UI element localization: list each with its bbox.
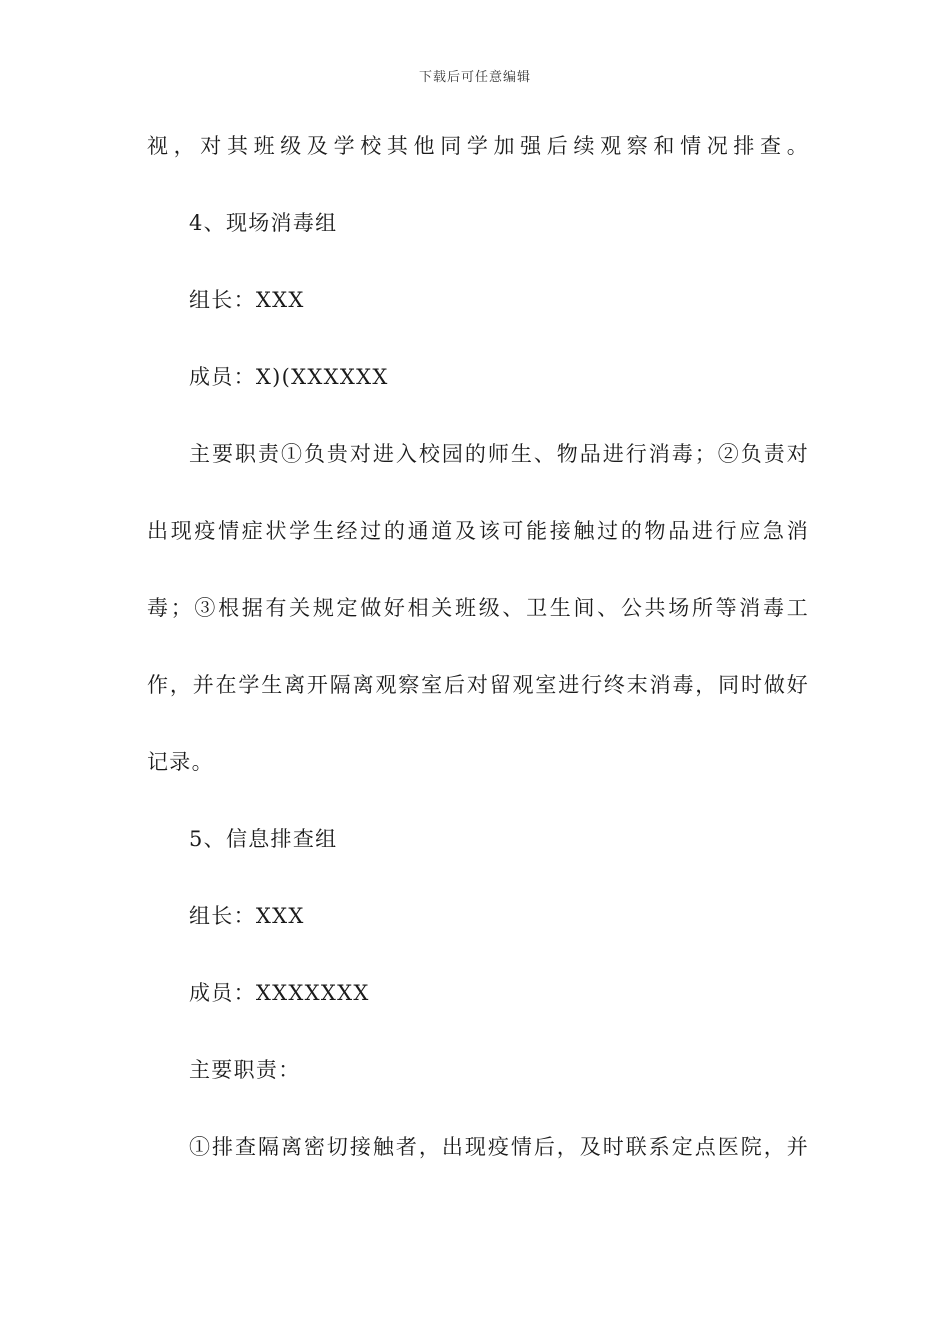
paragraph-line: 视，对其班级及学校其他同学加强后续观察和情况排查。: [147, 134, 809, 158]
paragraph-line: 出现疫情症状学生经过的通道及该可能接触过的物品进行应急消: [147, 519, 809, 543]
group-members-line: 成员：XXXXXXX: [189, 981, 370, 1005]
page-header: 下载后可任意编辑: [418, 70, 531, 85]
paragraph-line: 主要职责①负贵对进入校园的师生、物品进行消毒；②负责对: [189, 442, 809, 466]
group-leader-line: 组长：XXX: [189, 288, 305, 312]
paragraph-line: 毒；③根据有关规定做好相关班级、卫生间、公共场所等消毒工: [147, 596, 809, 620]
section-heading-info-check: 5、信息排查组: [189, 827, 338, 851]
section-heading-disinfection: 4、现场消毒组: [189, 211, 338, 235]
paragraph-line: 作，并在学生离开隔离观察室后对留观室进行终末消毒，同时做好: [147, 673, 809, 697]
paragraph-line: 记录。: [147, 750, 214, 774]
document-body: [147, 124, 809, 1202]
group-leader-line: 组长：XXX: [189, 904, 305, 928]
paragraph-line: ①排查隔离密切接触者，出现疫情后，及时联系定点医院，并: [189, 1135, 809, 1159]
group-members-line: 成员：X)(XXXXXX: [189, 365, 389, 389]
duties-label: 主要职责：: [189, 1058, 301, 1082]
